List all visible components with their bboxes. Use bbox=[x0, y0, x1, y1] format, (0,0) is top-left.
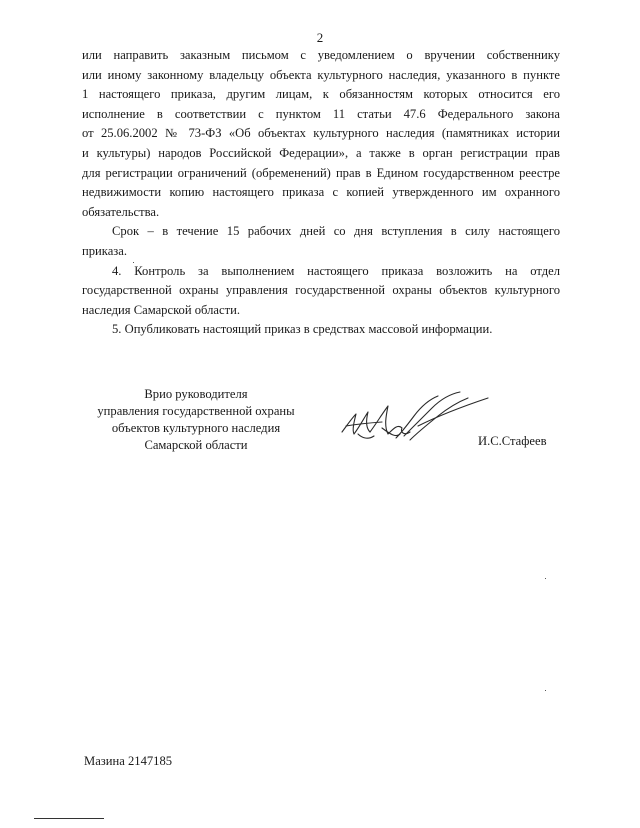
scan-speck bbox=[133, 262, 134, 263]
signatory-title bbox=[82, 386, 310, 454]
paragraph-delivery bbox=[82, 46, 560, 222]
paragraph-publish bbox=[82, 320, 560, 340]
paragraph-deadline bbox=[82, 222, 560, 261]
executor-note: Мазина 2147185 bbox=[84, 754, 173, 768]
order-body bbox=[82, 46, 560, 340]
page-number: 2 bbox=[316, 30, 324, 45]
signatory-title-line: Врио руководителя bbox=[144, 387, 248, 401]
text-line: 1 настоящего приказа, другим лицам, к обязанностям которых относится его bbox=[82, 87, 560, 102]
handwritten-signature bbox=[338, 388, 492, 452]
text-line: 4. Контроль за выполнением настоящего приказа возложить на отдел bbox=[112, 263, 560, 278]
text-line: наследия Самарской области. bbox=[82, 302, 240, 317]
signatory-title-line: управления государственной охраны bbox=[97, 404, 295, 418]
scan-speck bbox=[545, 578, 546, 579]
text-line: приказа. bbox=[82, 243, 128, 258]
text-line: исполнение в соответствии с пунктом 11 статьи 47.6 Федерального закона bbox=[82, 106, 560, 121]
text-line: от 25.06.2002 № 73-ФЗ «Об объектах культурного наследия (памятниках истории bbox=[82, 126, 560, 141]
text-line: обязательства. bbox=[82, 204, 160, 219]
text-line: и культуры) народов Российской Федерации», а также в орган регистрации прав bbox=[82, 145, 560, 160]
scan-speck bbox=[545, 690, 546, 691]
text-line: 5. Опубликовать настоящий приказ в средствах массовой информации. bbox=[112, 322, 493, 337]
text-line: государственной охраны управления государственной охраны объектов культурного bbox=[82, 283, 560, 298]
text-line: Срок – в течение 15 рабочих дней со дня вступления в силу настоящего bbox=[112, 224, 560, 239]
text-line: недвижимости копию настоящего приказа с копией утвержденного им охранного bbox=[82, 185, 560, 200]
footer-rule bbox=[34, 818, 104, 819]
signer-name: И.С.Стафеев bbox=[478, 434, 547, 448]
text-line: или иному законному владельцу объекта культурного наследия, указанного в пункте bbox=[82, 67, 560, 82]
text-line: для регистрации ограничений (обременений) прав в Едином государственном реестре bbox=[82, 165, 560, 180]
signatory-title-line: объектов культурного наследия bbox=[111, 421, 281, 435]
text-line: или направить заказным письмом с уведомлением о вручении собственнику bbox=[82, 48, 560, 62]
paragraph-control bbox=[82, 262, 560, 321]
signatory-title-line: Самарской области bbox=[144, 438, 248, 452]
